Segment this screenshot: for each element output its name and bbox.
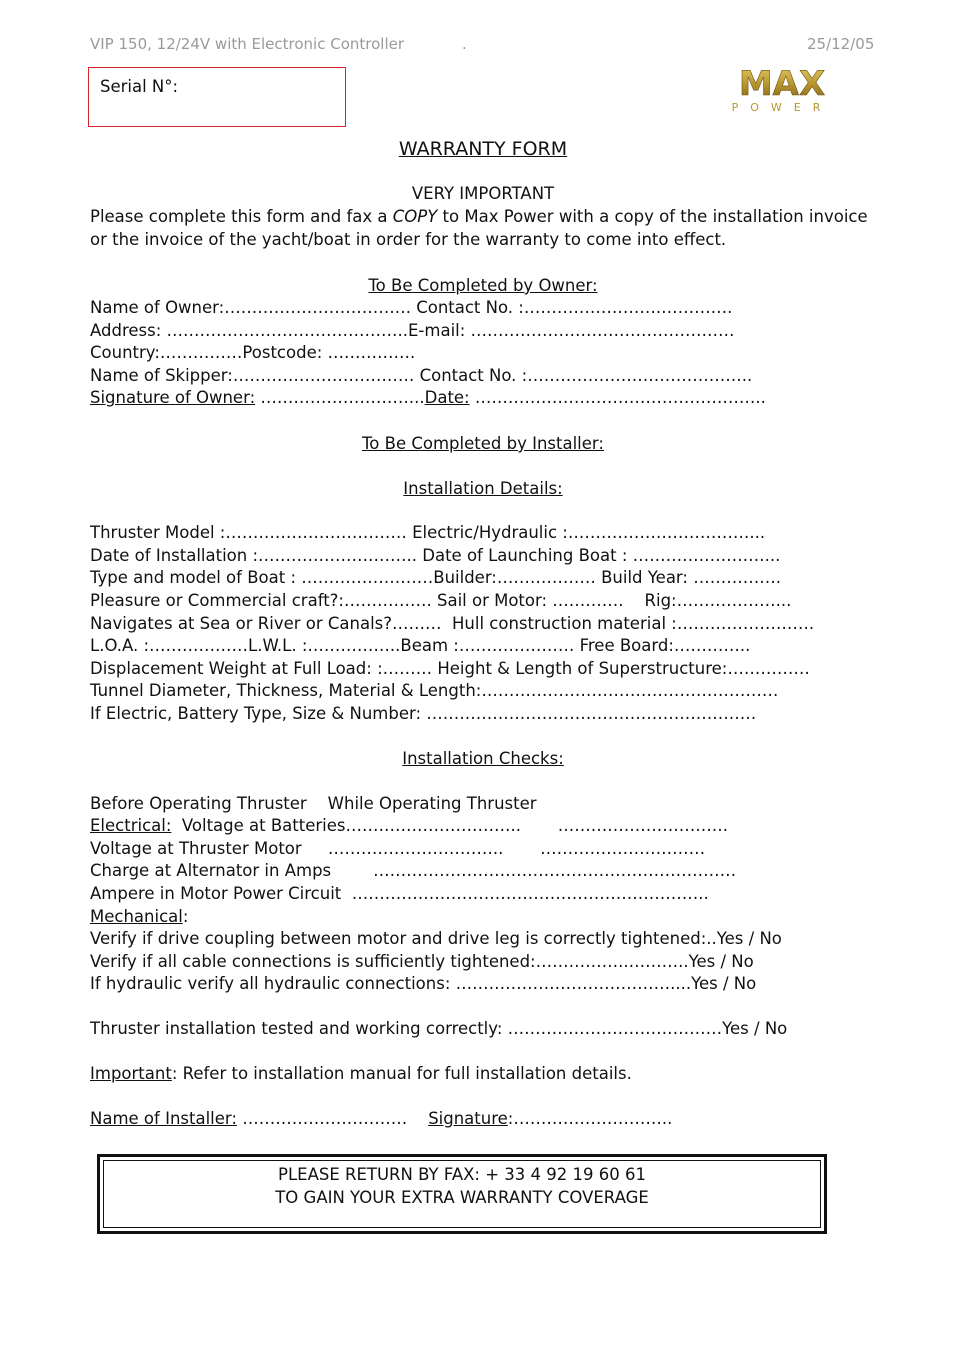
serial-number-box[interactable] <box>88 67 346 127</box>
important-text: : Refer to installation manual for full installation details. <box>171 1064 632 1083</box>
hydraulic-connections-check[interactable]: If hydraulic verify all hydraulic connections: …………………………………....Yes / No <box>90 974 757 993</box>
logo-max-text: MAX <box>738 64 826 104</box>
header-date: 25/12/05 <box>807 35 875 53</box>
intro-copy-word: COPY <box>392 207 438 226</box>
thruster-model-field[interactable]: Thruster Model :…………………………… Electric/Hydraulic :……………………………... <box>90 523 766 542</box>
owner-section-heading: To Be Completed by Owner: <box>368 276 598 295</box>
alternator-charge-field[interactable]: Charge at Alternator in Amps ………………………………………………………… <box>90 861 737 880</box>
battery-voltage-dots: Voltage at Batteries………………………….. …………………………. <box>171 816 728 835</box>
installation-checks-heading: Installation Checks: <box>402 749 564 768</box>
skipper-name-contact-field[interactable]: Name of Skipper:…………………………… Contact No. :………………………………….. <box>90 366 753 385</box>
form-title: WARRANTY FORM <box>398 138 568 160</box>
battery-field[interactable]: If Electric, Battery Type, Size & Number: …………………………………………………… <box>90 704 757 723</box>
electrical-label: Electrical: <box>90 816 172 835</box>
intro-text-a: Please complete this form and fax a <box>90 207 393 226</box>
navigation-hull-field[interactable]: Navigates at Sea or River or Canals?……… Hull construction material :……………………. <box>90 614 815 633</box>
serial-number-label: Serial N°: <box>100 77 179 96</box>
owner-signature-dots: ………………………... <box>255 388 425 407</box>
owner-signature-label: Signature of Owner: <box>90 388 256 407</box>
tested-working-check[interactable]: Thruster installation tested and working correctly: …………………………………Yes / No <box>90 1019 788 1038</box>
installer-signature-label: Signature <box>428 1109 508 1128</box>
important-note <box>90 1064 632 1084</box>
installation-date-field[interactable]: Date of Installation :……………………….. Date of Launching Boat : ……………………... <box>90 546 781 565</box>
intro-line-1 <box>90 207 868 227</box>
very-important-heading: VERY IMPORTANT <box>411 184 555 203</box>
owner-country-postcode-field[interactable]: Country:……………Postcode: ……………. <box>90 343 416 362</box>
mechanical-heading <box>90 907 188 927</box>
installer-signature-dots: :……………………….. <box>507 1109 673 1128</box>
max-power-logo <box>718 62 848 114</box>
mechanical-label: Mechanical <box>90 907 183 926</box>
fax-line-2: TO GAIN YOUR EXTRA WARRANTY COVERAGE <box>275 1188 649 1207</box>
tunnel-field[interactable]: Tunnel Diameter, Thickness, Material & Length:……………………………………………… <box>90 681 779 700</box>
intro-line-2: or the invoice of the yacht/boat in order for the warranty to come into effect. <box>90 230 727 249</box>
owner-signature-date-field[interactable] <box>90 388 766 408</box>
motor-voltage-field[interactable]: Voltage at Thruster Motor ………………………….. ………………………… <box>90 839 706 858</box>
installer-name-label: Name of Installer: <box>90 1109 237 1128</box>
owner-date-label: Date: <box>424 388 470 407</box>
craft-type-field[interactable]: Pleasure or Commercial craft?:……………. Sail or Motor: …………. Rig:………………... <box>90 591 792 610</box>
battery-voltage-field[interactable] <box>90 816 728 836</box>
header-dot: . <box>462 35 467 53</box>
cable-connections-check[interactable]: Verify if all cable connections is sufficiently tightened:……………..………..Yes / No <box>90 952 754 971</box>
mechanical-colon: : <box>182 907 189 926</box>
fax-line-1: PLEASE RETURN BY FAX: + 33 4 92 19 60 61 <box>278 1165 646 1184</box>
document-header-title: VIP 150, 12/24V with Electronic Controller <box>90 35 405 53</box>
owner-address-email-field[interactable]: Address: ……………………………………..E-mail: ………………………………………… <box>90 321 735 340</box>
installer-section-heading: To Be Completed by Installer: <box>362 434 604 453</box>
installer-name-dots: ………………………… <box>236 1109 429 1128</box>
checks-column-header: Before Operating Thruster While Operating Thruster <box>90 794 537 813</box>
drive-coupling-check[interactable]: Verify if drive coupling between motor and drive leg is correctly tightened:..Yes / No <box>90 929 782 948</box>
owner-name-contact-field[interactable]: Name of Owner:……………………………. Contact No. :…………………….…………. <box>90 298 733 317</box>
installer-signature-field[interactable] <box>90 1109 672 1129</box>
installation-details-heading: Installation Details: <box>403 479 563 498</box>
important-label: Important <box>90 1064 172 1083</box>
intro-text-b: to Max Power with a copy of the installation invoice <box>437 207 868 226</box>
boat-type-field[interactable]: Type and model of Boat : ……………………Builder:……………… Build Year: ……………. <box>90 568 781 587</box>
fax-return-box <box>97 1154 827 1234</box>
logo-power-text: POWER <box>731 101 833 114</box>
owner-date-dots: …………………………………………….. <box>469 388 766 407</box>
dimensions-field[interactable]: L.O.A. :………………L.W.L. :……………..Beam :………………… Free Board:………….. <box>90 636 751 655</box>
displacement-field[interactable]: Displacement Weight at Full Load: :……… Height & Length of Superstructure:…………… <box>90 659 810 678</box>
motor-ampere-field[interactable]: Ampere in Motor Power Circuit ……………………………………………………….. <box>90 884 709 903</box>
